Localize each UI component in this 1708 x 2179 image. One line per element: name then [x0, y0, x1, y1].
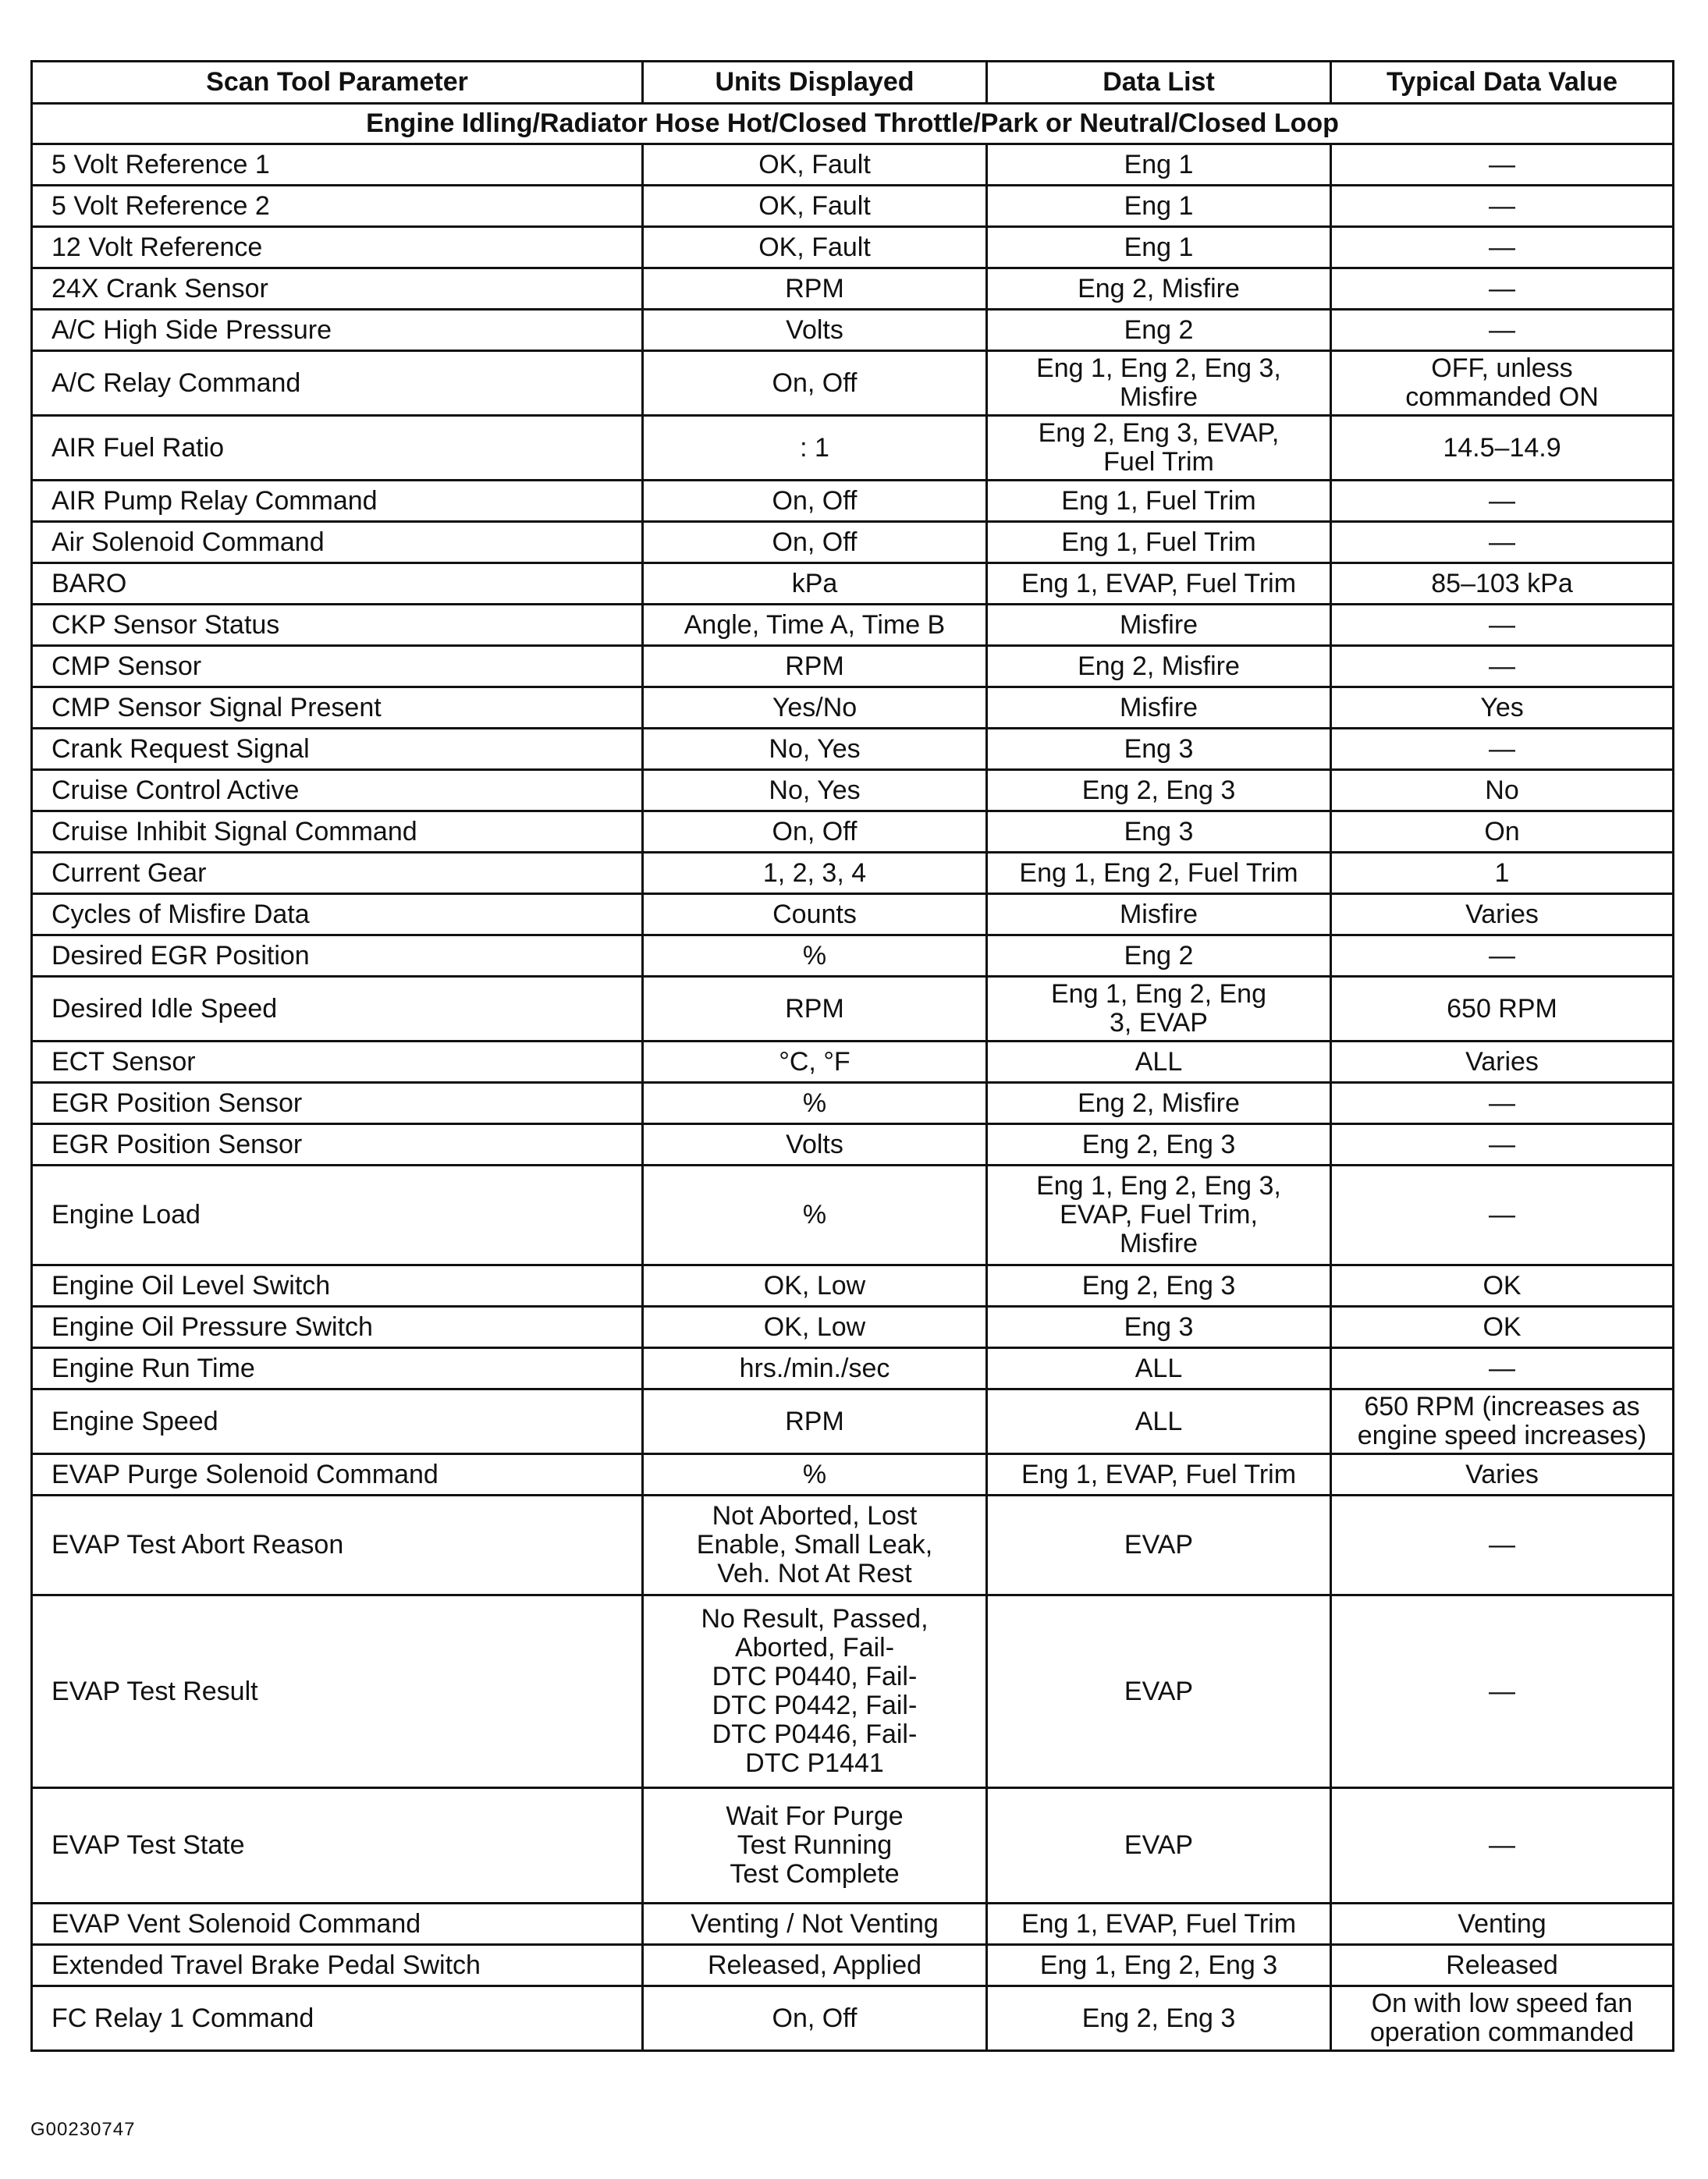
data-list-cell: Eng 2, Eng 3 — [987, 1986, 1331, 2051]
table-row — [32, 1166, 1674, 1265]
typical-value-cell: — — [1331, 227, 1674, 268]
parameter-cell: Extended Travel Brake Pedal Switch — [32, 1945, 643, 1986]
parameter-cell: 12 Volt Reference — [32, 227, 643, 268]
typical-value-cell: Varies — [1331, 1042, 1674, 1083]
parameter-cell: Cycles of Misfire Data — [32, 894, 643, 935]
table-row — [32, 687, 1674, 729]
data-list-cell: Eng 3 — [987, 729, 1331, 770]
table-row — [32, 268, 1674, 310]
parameter-cell: EVAP Vent Solenoid Command — [32, 1904, 643, 1945]
units-cell: On, Off — [643, 811, 987, 853]
typical-value-cell: — — [1331, 144, 1674, 186]
typical-value-cell: — — [1331, 1166, 1674, 1265]
typical-value-cell: — — [1331, 935, 1674, 977]
table-row — [32, 770, 1674, 811]
units-cell: RPM — [643, 977, 987, 1042]
units-cell: % — [643, 1083, 987, 1124]
parameter-cell: 24X Crank Sensor — [32, 268, 643, 310]
units-cell: 1, 2, 3, 4 — [643, 853, 987, 894]
typical-value-cell: Varies — [1331, 894, 1674, 935]
data-list-cell: Eng 1, Fuel Trim — [987, 522, 1331, 563]
units-cell: % — [643, 1166, 987, 1265]
typical-value-cell: On with low speed fan operation commanded — [1331, 1986, 1674, 2051]
parameter-cell: Engine Oil Level Switch — [32, 1265, 643, 1307]
data-list-cell: Eng 1, EVAP, Fuel Trim — [987, 1454, 1331, 1496]
parameter-cell: Current Gear — [32, 853, 643, 894]
table-row — [32, 310, 1674, 351]
table-row — [32, 935, 1674, 977]
typical-value-cell: — — [1331, 1595, 1674, 1788]
units-cell: Yes/No — [643, 687, 987, 729]
header-units-displayed: Units Displayed — [643, 62, 987, 104]
units-cell: % — [643, 935, 987, 977]
parameter-cell: EVAP Test Abort Reason — [32, 1496, 643, 1595]
parameter-cell: EVAP Test Result — [32, 1595, 643, 1788]
data-list-cell: Eng 2, Misfire — [987, 268, 1331, 310]
units-cell: On, Off — [643, 481, 987, 522]
typical-value-cell: Released — [1331, 1945, 1674, 1986]
data-list-cell: Eng 2, Eng 3, EVAP, Fuel Trim — [987, 416, 1331, 481]
units-cell: RPM — [643, 268, 987, 310]
parameter-cell: 5 Volt Reference 1 — [32, 144, 643, 186]
table-row — [32, 646, 1674, 687]
typical-value-cell: 650 RPM — [1331, 977, 1674, 1042]
scan-tool-data-table — [30, 60, 1674, 2052]
units-cell: RPM — [643, 1389, 987, 1454]
parameter-cell: Crank Request Signal — [32, 729, 643, 770]
typical-value-cell: — — [1331, 1496, 1674, 1595]
table-row — [32, 1348, 1674, 1389]
table-row — [32, 186, 1674, 227]
table-row — [32, 416, 1674, 481]
parameter-cell: EVAP Test State — [32, 1788, 643, 1904]
parameter-cell: Engine Load — [32, 1166, 643, 1265]
table-body — [32, 104, 1674, 2051]
table-row — [32, 1389, 1674, 1454]
units-cell: Counts — [643, 894, 987, 935]
data-list-cell: Eng 1 — [987, 144, 1331, 186]
table-row — [32, 605, 1674, 646]
units-cell: OK, Fault — [643, 227, 987, 268]
parameter-cell: EGR Position Sensor — [32, 1124, 643, 1166]
table-row — [32, 1265, 1674, 1307]
condition-row — [32, 104, 1674, 144]
table-row — [32, 1083, 1674, 1124]
data-list-cell: ALL — [987, 1348, 1331, 1389]
data-list-cell: Eng 2 — [987, 310, 1331, 351]
data-list-cell: Eng 2, Eng 3 — [987, 1265, 1331, 1307]
data-list-cell: Eng 2, Misfire — [987, 646, 1331, 687]
typical-value-cell: — — [1331, 1083, 1674, 1124]
units-cell: No Result, Passed, Aborted, Fail- DTC P0440, Fail- DTC P0442, Fail- DTC P0446, Fail- DTC P1441 — [643, 1595, 987, 1788]
typical-value-cell: — — [1331, 605, 1674, 646]
typical-value-cell: — — [1331, 522, 1674, 563]
typical-value-cell: 14.5–14.9 — [1331, 416, 1674, 481]
parameter-cell: A/C High Side Pressure — [32, 310, 643, 351]
data-list-cell: Eng 1 — [987, 186, 1331, 227]
data-list-cell: Eng 1, Fuel Trim — [987, 481, 1331, 522]
units-cell: OK, Fault — [643, 186, 987, 227]
units-cell: Venting / Not Venting — [643, 1904, 987, 1945]
typical-value-cell: — — [1331, 646, 1674, 687]
units-cell: OK, Low — [643, 1265, 987, 1307]
units-cell: Volts — [643, 310, 987, 351]
units-cell: On, Off — [643, 351, 987, 416]
parameter-cell: Desired Idle Speed — [32, 977, 643, 1042]
typical-value-cell: OFF, unless commanded ON — [1331, 351, 1674, 416]
data-list-cell: Eng 2, Misfire — [987, 1083, 1331, 1124]
header-data-list: Data List — [987, 62, 1331, 104]
parameter-cell: BARO — [32, 563, 643, 605]
data-list-cell: Eng 1, Eng 2, Eng 3, Misfire — [987, 351, 1331, 416]
table-row — [32, 894, 1674, 935]
table-row — [32, 853, 1674, 894]
data-list-cell: EVAP — [987, 1788, 1331, 1904]
table-row — [32, 227, 1674, 268]
parameter-cell: 5 Volt Reference 2 — [32, 186, 643, 227]
data-list-cell: ALL — [987, 1042, 1331, 1083]
table-row — [32, 1986, 1674, 2051]
data-list-cell: Eng 2 — [987, 935, 1331, 977]
units-cell: On, Off — [643, 1986, 987, 2051]
data-list-cell: ALL — [987, 1389, 1331, 1454]
table-row — [32, 522, 1674, 563]
table-row — [32, 481, 1674, 522]
table-row — [32, 977, 1674, 1042]
data-list-cell: Misfire — [987, 687, 1331, 729]
parameter-cell: CMP Sensor Signal Present — [32, 687, 643, 729]
data-list-cell: EVAP — [987, 1595, 1331, 1788]
units-cell: Angle, Time A, Time B — [643, 605, 987, 646]
table-row — [32, 144, 1674, 186]
units-cell: No, Yes — [643, 770, 987, 811]
header-typical-data-value: Typical Data Value — [1331, 62, 1674, 104]
parameter-cell: EVAP Purge Solenoid Command — [32, 1454, 643, 1496]
table-row — [32, 1124, 1674, 1166]
parameter-cell: Engine Speed — [32, 1389, 643, 1454]
typical-value-cell: — — [1331, 310, 1674, 351]
table-row — [32, 1788, 1674, 1904]
figure-id: G00230747 — [30, 2119, 136, 2140]
typical-value-cell: — — [1331, 186, 1674, 227]
data-list-cell: Misfire — [987, 605, 1331, 646]
table-row — [32, 1454, 1674, 1496]
typical-value-cell: Varies — [1331, 1454, 1674, 1496]
parameter-cell: ECT Sensor — [32, 1042, 643, 1083]
data-list-cell: Eng 2, Eng 3 — [987, 770, 1331, 811]
table-row — [32, 563, 1674, 605]
parameter-cell: Engine Run Time — [32, 1348, 643, 1389]
typical-value-cell: 85–103 kPa — [1331, 563, 1674, 605]
typical-value-cell: No — [1331, 770, 1674, 811]
parameter-cell: Engine Oil Pressure Switch — [32, 1307, 643, 1348]
data-list-cell: Eng 3 — [987, 1307, 1331, 1348]
units-cell: On, Off — [643, 522, 987, 563]
table-row — [32, 1042, 1674, 1083]
units-cell: Not Aborted, Lost Enable, Small Leak, Veh. Not At Rest — [643, 1496, 987, 1595]
data-list-cell: Eng 1, Eng 2, Fuel Trim — [987, 853, 1331, 894]
table-row — [32, 1307, 1674, 1348]
typical-value-cell: OK — [1331, 1307, 1674, 1348]
table-row — [32, 1945, 1674, 1986]
units-cell: RPM — [643, 646, 987, 687]
typical-value-cell: Yes — [1331, 687, 1674, 729]
typical-value-cell: On — [1331, 811, 1674, 853]
parameter-cell: EGR Position Sensor — [32, 1083, 643, 1124]
data-list-cell: Eng 1 — [987, 227, 1331, 268]
typical-value-cell: Venting — [1331, 1904, 1674, 1945]
table-row — [32, 1595, 1674, 1788]
units-cell: : 1 — [643, 416, 987, 481]
data-list-cell: Eng 1, EVAP, Fuel Trim — [987, 563, 1331, 605]
table-row — [32, 1904, 1674, 1945]
typical-value-cell: — — [1331, 1788, 1674, 1904]
units-cell: OK, Fault — [643, 144, 987, 186]
units-cell: Wait For Purge Test Running Test Complete — [643, 1788, 987, 1904]
units-cell: % — [643, 1454, 987, 1496]
table-row — [32, 811, 1674, 853]
units-cell: °C, °F — [643, 1042, 987, 1083]
typical-value-cell: — — [1331, 268, 1674, 310]
data-list-cell: Eng 1, Eng 2, Eng 3, EVAP, Fuel Trim, Misfire — [987, 1166, 1331, 1265]
units-cell: No, Yes — [643, 729, 987, 770]
data-list-cell: Eng 1, EVAP, Fuel Trim — [987, 1904, 1331, 1945]
table-row — [32, 1496, 1674, 1595]
units-cell: OK, Low — [643, 1307, 987, 1348]
data-list-cell: Eng 3 — [987, 811, 1331, 853]
units-cell: hrs./min./sec — [643, 1348, 987, 1389]
data-list-cell: Eng 1, Eng 2, Eng 3, EVAP — [987, 977, 1331, 1042]
table-row — [32, 351, 1674, 416]
data-list-cell: EVAP — [987, 1496, 1331, 1595]
data-list-cell: Eng 1, Eng 2, Eng 3 — [987, 1945, 1331, 1986]
table-row — [32, 729, 1674, 770]
units-cell: Released, Applied — [643, 1945, 987, 1986]
data-list-cell: Eng 2, Eng 3 — [987, 1124, 1331, 1166]
typical-value-cell: 1 — [1331, 853, 1674, 894]
parameter-cell: CMP Sensor — [32, 646, 643, 687]
typical-value-cell: OK — [1331, 1265, 1674, 1307]
header-scan-tool-parameter: Scan Tool Parameter — [32, 62, 643, 104]
data-list-cell: Misfire — [987, 894, 1331, 935]
typical-value-cell: — — [1331, 1124, 1674, 1166]
parameter-cell: A/C Relay Command — [32, 351, 643, 416]
units-cell: Volts — [643, 1124, 987, 1166]
typical-value-cell: — — [1331, 481, 1674, 522]
parameter-cell: AIR Pump Relay Command — [32, 481, 643, 522]
parameter-cell: FC Relay 1 Command — [32, 1986, 643, 2051]
parameter-cell: Air Solenoid Command — [32, 522, 643, 563]
header-row — [32, 62, 1674, 104]
units-cell: kPa — [643, 563, 987, 605]
parameter-cell: Desired EGR Position — [32, 935, 643, 977]
typical-value-cell: 650 RPM (increases as engine speed increases) — [1331, 1389, 1674, 1454]
operating-condition: Engine Idling/Radiator Hose Hot/Closed Throttle/Park or Neutral/Closed Loop — [32, 104, 1674, 144]
typical-value-cell: — — [1331, 1348, 1674, 1389]
typical-value-cell: — — [1331, 729, 1674, 770]
parameter-cell: CKP Sensor Status — [32, 605, 643, 646]
parameter-cell: Cruise Inhibit Signal Command — [32, 811, 643, 853]
parameter-cell: AIR Fuel Ratio — [32, 416, 643, 481]
parameter-cell: Cruise Control Active — [32, 770, 643, 811]
